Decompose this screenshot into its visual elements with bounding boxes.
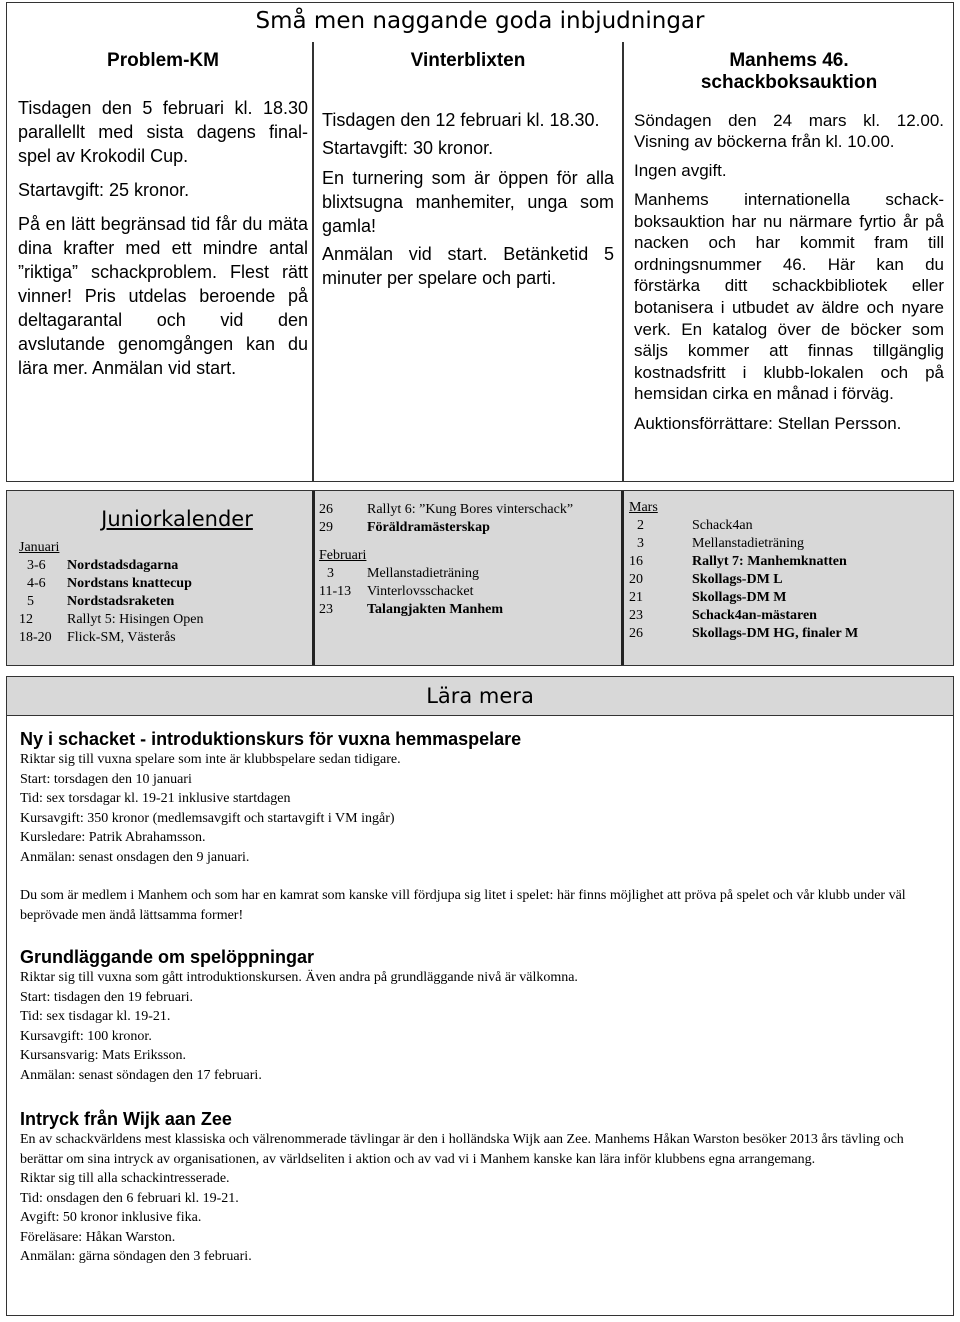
- lara-mera-header: Lära mera: [6, 676, 954, 716]
- text-line: Riktar sig till vuxna spelare som inte är klubbspelare sedan tidigare.: [20, 752, 401, 767]
- vinterblixten-fee: Startavgift: 30 kronor.: [322, 138, 494, 158]
- vinterblixten-date: Tisdagen den 12 februari kl. 18.30.: [322, 110, 600, 130]
- intro-course-heading: Ny i schacket - introduktionskurs för vuxna hemmaspelare: [20, 729, 522, 749]
- calendar-row: 21 Skollags-DM M: [629, 590, 787, 605]
- calendar-row: 12 Rallyt 5: Hisingen Open: [19, 612, 204, 627]
- column-divider: [312, 42, 314, 482]
- vinterblixten-column: [322, 50, 614, 290]
- problem-km-description: På en lätt begränsad tid får du mäta dina krafter med ett mindre antal ”riktiga” schackproblem. Flest rätt vinner! Pris utdelas beroende på deltagarantal och vid den avslutande genomgången kan du lära mer. Anmälan vid start.: [18, 214, 308, 378]
- text-line: Riktar sig till vuxna som gått introduktionskursen. Även andra på grundläggande nivå är välkomna.: [20, 970, 578, 985]
- calendar-row: 18-20 Flick-SM, Västerås: [19, 630, 176, 645]
- problem-km-column: [18, 50, 308, 380]
- text-line: Start: torsdagen den 10 januari: [20, 771, 192, 787]
- problem-km-date: Tisdagen den 5 februari kl. 18.30 parallellt med sista dagens final-spel av Krokodil Cup.: [18, 98, 308, 166]
- text-line: Kursledare: Patrik Abrahamsson.: [20, 830, 206, 845]
- calendar-row: 4-6 Nordstans knattecup: [27, 576, 192, 591]
- calendar-row: 3 Mellanstadieträning: [637, 536, 804, 551]
- auction-date: Söndagen den 24 mars kl. 12.00. Visning av böckerna från kl. 10.00.: [634, 111, 944, 151]
- text-line: Föreläsare: Håkan Warston.: [20, 1229, 176, 1245]
- member-invite-section: [20, 886, 940, 925]
- problem-km-fee: Startavgift: 25 kronor.: [18, 180, 190, 200]
- text-line: Kursavgift: 100 kronor.: [20, 1028, 152, 1044]
- juniorkalender-title: Juniorkalender: [101, 507, 253, 531]
- text-line: Start: tisdagen den 19 februari.: [20, 989, 194, 1005]
- column-divider: [622, 42, 624, 482]
- vinterblixten-signup: Anmälan vid start. Betänketid 5 minuter per spelare och parti.: [322, 244, 614, 288]
- calendar-row: 29 Föräldramästerskap: [319, 520, 490, 535]
- intro-course-section: [20, 728, 940, 867]
- juniorkalender-box: [6, 490, 954, 666]
- text-line: Anmälan: senast söndagen den 17 februari.: [20, 1067, 262, 1083]
- auction-heading-2: schackboksauktion: [700, 72, 878, 93]
- member-invite-text: Du som är medlem i Manhem och som har en kamrat som kanske vill fördjupa sig litet i spelet: här finns möjlighet att pröva på spelet och vår klubb under väl beprövade men ändå lättsamma former!: [20, 888, 906, 923]
- month-label: Mars: [629, 500, 658, 515]
- month-label: Januari: [19, 540, 60, 555]
- text-line: Tid: sex torsdagar kl. 19-21 inklusive startdagen: [20, 791, 291, 806]
- problem-km-heading: Problem-KM: [107, 50, 219, 71]
- text-line: Anmälan: gärna söndagen den 3 februari.: [20, 1249, 252, 1264]
- vinterblixten-description: En turnering som är öppen för alla blixtsugna manhemiter, unga som gamla!: [322, 168, 614, 236]
- calendar-divider: [312, 491, 315, 665]
- openings-course-section: [20, 946, 940, 1085]
- calendar-february: [319, 501, 619, 619]
- text-line: Avgift: 50 kronor inklusive fika.: [20, 1210, 202, 1225]
- calendar-row: 3-6 Nordstadsdagarna: [27, 558, 179, 573]
- calendar-row: 3 Mellanstadieträning: [327, 566, 479, 581]
- text-line: Kursansvarig: Mats Eriksson.: [20, 1048, 187, 1063]
- calendar-row: 5 Nordstadsraketen: [27, 594, 175, 609]
- calendar-row: 26 Rallyt 6: ”Kung Bores vinterschack”: [319, 502, 574, 517]
- calendar-divider: [621, 491, 624, 665]
- calendar-row: 20 Skollags-DM L: [629, 572, 783, 587]
- calendar-row: 2 Schack4an: [637, 518, 753, 533]
- wijk-aan-zee-heading: Intryck från Wijk aan Zee: [20, 1109, 232, 1129]
- openings-course-heading: Grundläggande om spelöppningar: [20, 947, 315, 967]
- wijk-aan-zee-text: En av schackvärldens mest klassiska och välrenommerade tävlingar är den i holländska Wijk aan Zee. Manhems Håkan Warston besöker 2013 års tävling och berättar om sina intryck av organisationen, av världseliten i aktion och av vad vi i Manhem kanske kan lära inför klubbens egna arrangemang.: [20, 1132, 904, 1167]
- vinterblixten-heading: Vinterblixten: [410, 50, 526, 71]
- month-label: Februari: [319, 548, 367, 563]
- invitations-title: Små men naggande goda inbjudningar: [255, 8, 705, 34]
- text-line: Riktar sig till alla schackintresserade.: [20, 1171, 230, 1186]
- text-line: Anmälan: senast onsdagen den 9 januari.: [20, 849, 250, 865]
- calendar-row: 16 Rallyt 7: Manhemknatten: [629, 554, 847, 569]
- wijk-aan-zee-section: [20, 1108, 940, 1267]
- calendar-row: 26 Skollags-DM HG, finaler M: [629, 626, 859, 641]
- auction-heading-1: Manhems 46.: [729, 50, 849, 71]
- text-line: Tid: sex tisdagar kl. 19-21.: [20, 1009, 171, 1024]
- text-line: Kursavgift: 350 kronor (medlemsavgift och startavgift i VM ingår): [20, 810, 395, 826]
- auction-column: [634, 50, 944, 434]
- calendar-row: 23 Schack4an-mästaren: [629, 608, 817, 623]
- auction-auctioneer: Auktionsförrättare: Stellan Persson.: [634, 413, 902, 433]
- calendar-march: [629, 499, 939, 643]
- calendar-row: 23 Talangjakten Manhem: [319, 602, 504, 617]
- calendar-row: 11-13 Vinterlovsschacket: [319, 584, 474, 599]
- auction-fee: Ingen avgift.: [634, 161, 727, 180]
- auction-description: Manhems internationella schack-boksauktion har nu närmare fyrtio år på nacken och har kommit fram till ordningsnummer 46. Här kan du förstärka ditt schackbibliotek eller botanisera i utbudet av äldre och nyare verk. En katalog över de böcker som säljs kommer att finnas tillgänglig kostnadsfritt i klubb-lokalen och på hemsidan cirka en månad i förväg.: [634, 190, 944, 404]
- calendar-january: [19, 539, 309, 647]
- text-line: Tid: onsdagen den 6 februari kl. 19-21.: [20, 1190, 239, 1206]
